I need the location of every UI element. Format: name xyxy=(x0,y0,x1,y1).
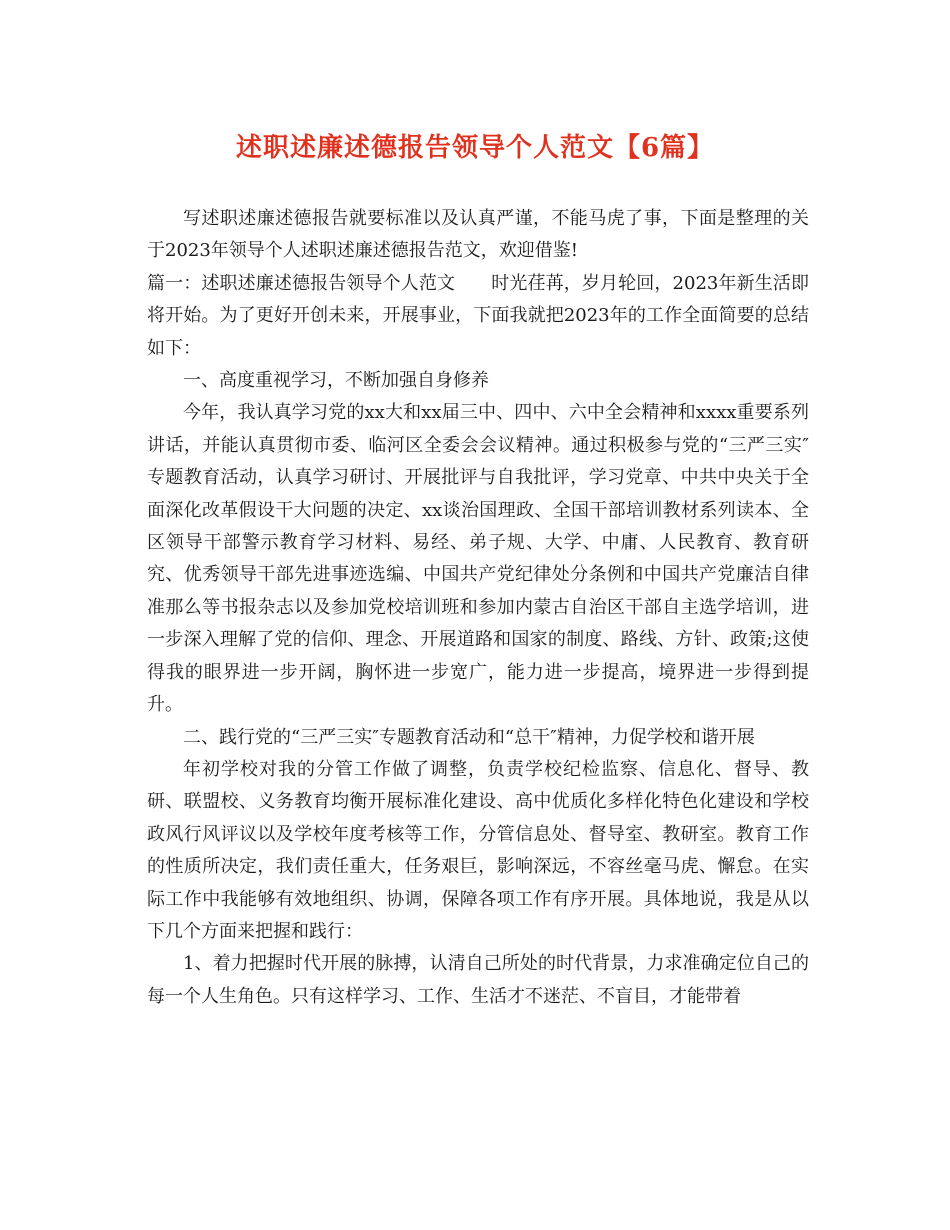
intro-paragraph: 写述职述廉述德报告就要标准以及认真严谨，不能马虎了事，下面是整理的关于2023年领导个人述职述廉述德报告范文，欢迎借鉴! xyxy=(147,208,809,262)
body-paragraph-2: 年初学校对我的分管工作做了调整，负责学校纪检监察、信息化、督导、教研、联盟校、义务教育均衡开展标准化建设、高中优质化多样化特色化建设和学校政风行风评议以及学校年度考核等工作，分管信息处、督导室、教研室。教育工作的性质所决定，我们责任重大，任务艰巨，影响深远，不容丝毫马虎、懈怠。在实际工作中我能够有效地组织、协调，保障各项工作有序开展。具体地说，我是从以下几个方面来把握和践行： xyxy=(147,758,809,942)
chapter-label: 篇一：述职述廉述德报告领导个人范文 xyxy=(147,272,456,294)
document-body xyxy=(147,203,809,1013)
body-paragraph-1: 今年，我认真学习党的xx大和xx届三中、四中、六中全会精神和xxxx重要系列讲话，并能认真贯彻市委、临河区全委会会议精神。通过积极参与党的“三严三实″专题教育活动，认真学习研讨、开展批评与自我批评，学习党章、中共中央关于全面深化改革假设干大问题的决定、xx谈治国理政、全国干部培训教材系列读本、全区领导干部警示教育学习材料、易经、弟子规、大学、中庸、人民教育、教育研究、优秀领导干部先进事迹选编、中国共产党纪律处分条例和中国共产党廉洁自律准那么等书报杂志以及参加党校培训班和参加内蒙古自治区干部自主选学培训，进一步深入理解了党的信仰、理念、开展道路和国家的制度、路线、方针、政策;这使得我的眼界进一步开阔，胸怀进一步宽广，能力进一步提高，境界进一步得到提升。 xyxy=(147,402,809,716)
chapter-paragraph xyxy=(147,268,809,365)
section-heading-2: 二、践行党的“三严三实″专题教育活动和“总干″精神，力促学校和谐开展 xyxy=(183,726,755,748)
chapter-text: 时光荏苒，岁月轮回，2023年新生活即将开始。为了更好开创未来，开展事业，下面我就把2023年的工作全面简要的总结如下： xyxy=(147,272,809,359)
document-title: 述职述廉述德报告领导个人范文【6篇】 xyxy=(235,133,715,163)
body-paragraph-3: 1、着力把握时代开展的脉搏，认清自己所处的时代背景，力求准确定位自己的每一个人生角色。只有这样学习、工作、生活才不迷茫、不盲目，才能带着 xyxy=(147,953,809,1007)
section-heading-1: 一、高度重视学习，不断加强自身修养 xyxy=(183,370,489,392)
